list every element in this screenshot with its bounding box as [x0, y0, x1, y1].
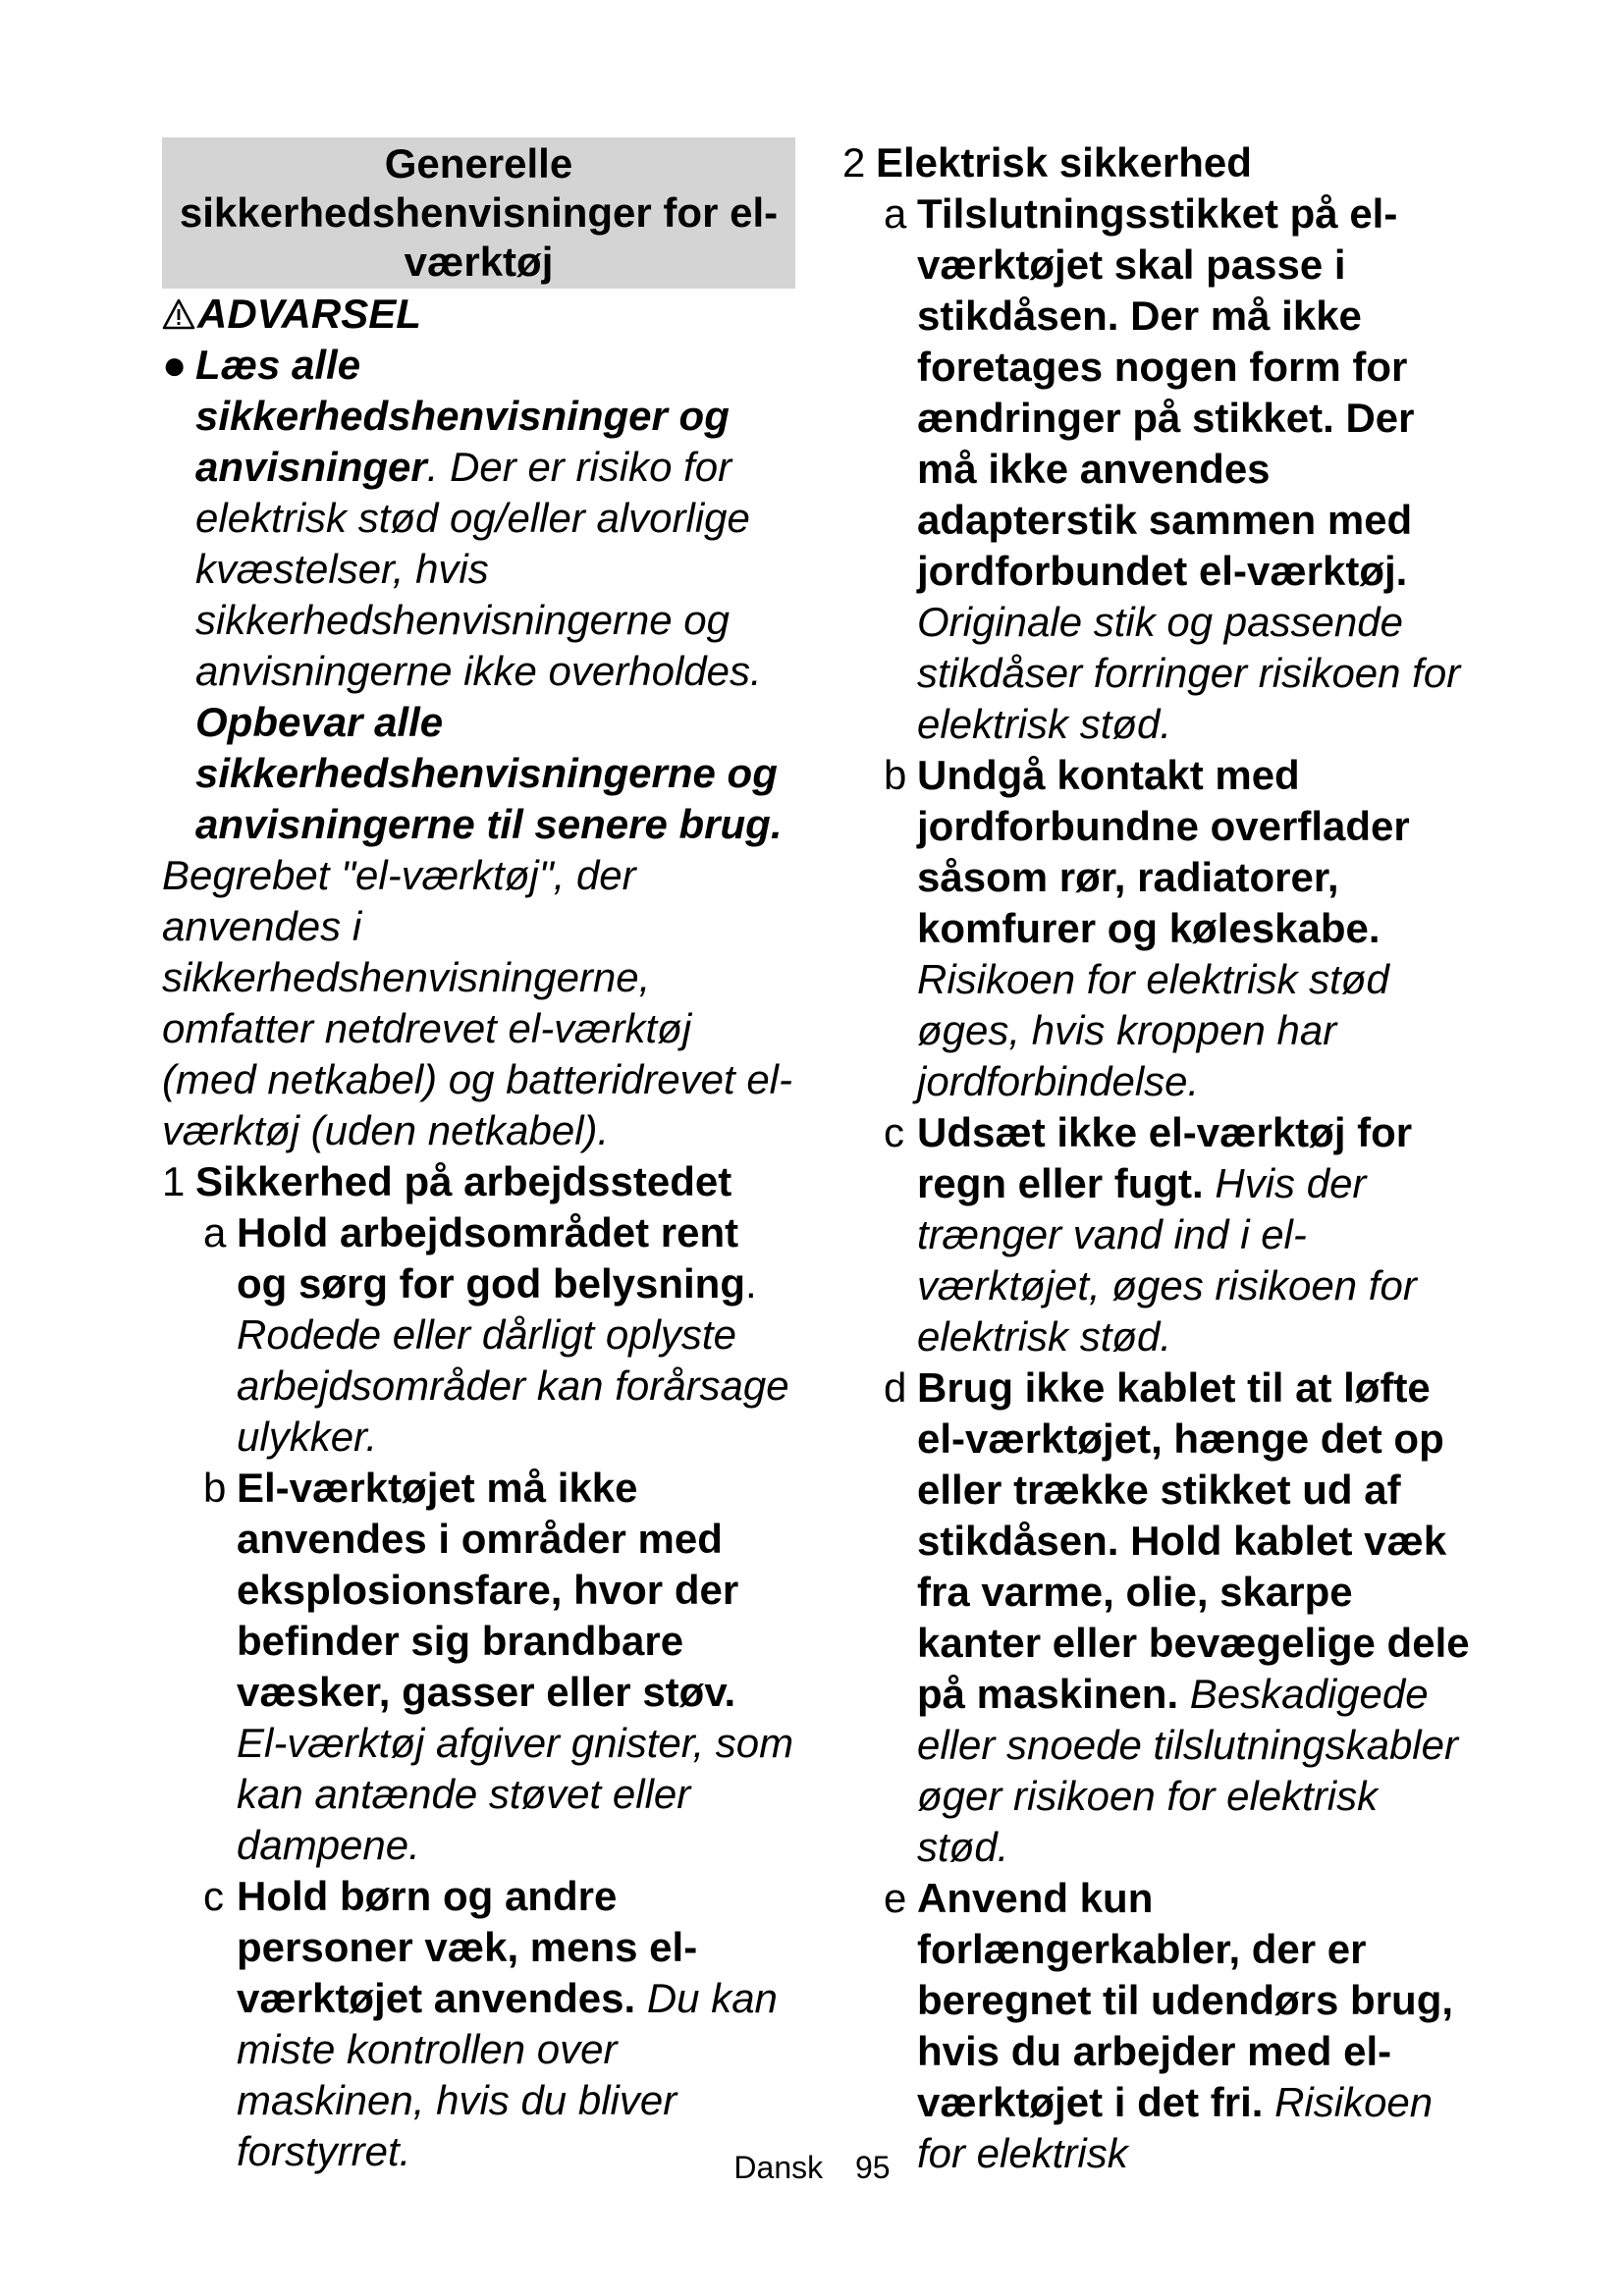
item-body — [917, 1362, 1481, 1873]
item-bold-text: Hold børn og andre personer væk, mens el-værktøjet anvendes. — [237, 1873, 698, 2021]
item-letter: b — [884, 752, 907, 798]
bullet-bold-text: Læs alle sikkerhedshenvisninger og anvisninger — [195, 342, 730, 490]
item-italic-text: Originale stik og passende stikdåser forringer risikoen for elektrisk stød. — [917, 599, 1461, 747]
list-item — [884, 188, 1481, 750]
list-item — [203, 1207, 795, 1463]
list-item — [884, 1873, 1481, 2179]
item-italic-text: Du kan miste kontrollen over maskinen, hvis du bliver forstyrret. — [237, 1975, 778, 2174]
section-number: 2 — [842, 139, 866, 186]
item-letter: e — [884, 1875, 907, 1921]
item-italic-text: Risikoen for elektrisk — [917, 2079, 1434, 2176]
item-punctuation: . — [745, 1260, 757, 1307]
page-number: 95 — [855, 2150, 891, 2185]
warning-triangle-icon — [162, 297, 195, 331]
warning-text: ADVARSEL — [197, 291, 421, 337]
item-letter: a — [884, 190, 907, 237]
item-bold-text: Brug ikke kablet til at løfte el-værktøjet, hænge det op eller trække stikket ud af stikdåsen. Hold kablet væk fra varme, olie, skarpe kanter eller bevægelige dele på maskinen. — [917, 1364, 1470, 1717]
item-letter: c — [884, 1109, 904, 1155]
section-1-header — [162, 1156, 795, 1207]
bullet-body — [195, 340, 795, 850]
item-body — [237, 1207, 795, 1463]
warning-bullet — [162, 340, 795, 850]
list-item — [884, 1107, 1481, 1362]
page-footer — [0, 2148, 1624, 2187]
warning-label — [162, 289, 795, 340]
item-letter: c — [203, 1873, 224, 1919]
section-2-header — [842, 137, 1481, 188]
item-letter: d — [884, 1364, 907, 1411]
item-letter: b — [203, 1465, 227, 1511]
item-body — [917, 1107, 1481, 1362]
item-bold-text: Undgå kontakt med jordforbundne overflader såsom rør, radiatorer, komfurer og køleskabe. — [917, 752, 1410, 951]
bullet-bold-text-2: Opbevar alle sikkerhedshenvisningerne og anvisningerne til senere brug. — [195, 699, 783, 847]
item-bold-text: Hold arbejdsområdet rent og sørg for god belysning — [237, 1209, 745, 1307]
item-bold-text: Tilslutningsstikket på el-værktøjet skal passe i stikdåsen. Der må ikke foretages nogen form for ændringer på stikket. Der må ikke anvendes adapterstik sammen med jordforbundet el-værktøj. — [917, 190, 1415, 594]
item-italic-text: El-værktøj afgiver gnister, som kan antænde støvet eller dampene. — [237, 1720, 794, 1868]
item-body — [917, 188, 1481, 750]
section-title: Sikkerhed på arbejdsstedet — [195, 1158, 732, 1204]
item-italic-text: Rodede eller dårligt oplyste arbejdsområder kan forårsage ulykker. — [237, 1311, 789, 1460]
definition-paragraph: Begrebet "el-værktøj", der anvendes i sikkerhedshenvisningerne, omfatter netdrevet el-værktøj (med netkabel) og batteridrevet el-værktøj (uden netkabel). — [162, 852, 792, 1153]
item-letter: a — [203, 1209, 227, 1255]
item-body — [917, 750, 1481, 1107]
item-bold-text: Anvend kun forlængerkabler, der er beregnet til udendørs brug, hvis du arbejder med el-værktøjet i det fri. — [917, 1875, 1454, 2125]
section-title: Elektrisk sikkerhed — [876, 139, 1252, 186]
item-italic-text: Risikoen for elektrisk stød øges, hvis kroppen har jordforbindelse. — [917, 956, 1389, 1104]
item-italic-text: Hvis der trænger vand ind i el-værktøjet, øges risikoen for elektrisk stød. — [917, 1160, 1417, 1360]
bullet-italic-text: Der er risiko for elektrisk stød og/eller alvorlige kvæstelser, hvis sikkerhedshenvisningerne og anvisningerne ikke overholdes. — [195, 444, 762, 694]
list-item — [203, 1463, 795, 1871]
section-heading: Generelle sikkerhedshenvisninger for el-værktøj — [162, 137, 795, 289]
right-column — [842, 137, 1481, 2179]
item-italic-text: Beskadigede eller snoede tilslutningskabler øger risikoen for elektrisk stød. — [917, 1671, 1458, 1870]
footer-language: Dansk — [733, 2150, 824, 2185]
section-number: 1 — [162, 1158, 186, 1204]
item-body — [917, 1873, 1481, 2179]
item-body — [237, 1871, 795, 2177]
item-bold-text: Udsæt ikke el-værktøj for regn eller fugt. — [917, 1109, 1413, 1206]
item-body — [237, 1463, 795, 1871]
bullet-dot-icon: ● — [162, 342, 188, 388]
left-column — [162, 137, 795, 2177]
item-bold-text: El-værktøjet må ikke anvendes i områder med eksplosionsfare, hvor der befinder sig brandbare væsker, gasser eller støv. — [237, 1465, 739, 1715]
bullet-dot-text: . — [426, 444, 439, 490]
list-item — [884, 750, 1481, 1107]
list-item — [884, 1362, 1481, 1873]
list-item — [203, 1871, 795, 2177]
